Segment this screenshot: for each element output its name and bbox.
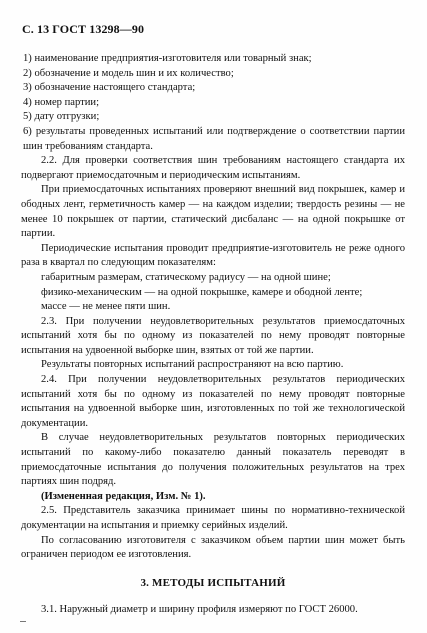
paragraph-physmech: физико-механическим — на одной покрышке, камере и ободной ленте; bbox=[41, 286, 363, 298]
edition-note: (Измененная редакция, Изм. № 1). bbox=[41, 490, 206, 502]
paragraph-repeat-periodic: В случае неудовлетворительных результатов повторных периодических испытаний по какому-либо показателю данный показатель переводят в приемосдаточные испытания до получения положительных результатов на трех партиях шин подряд. bbox=[21, 432, 405, 488]
paragraph-2-2: 2.2. Для проверки соответствия шин требованиям настоящего стандарта их подвергают приемосдаточным и периодическим испытаниям. bbox=[21, 155, 405, 181]
list-item-4: 4) номер партии; bbox=[23, 96, 100, 108]
paragraph-2-4: 2.4. При получении неудовлетворительных результатов периодических испытаний хотя бы по одному из показателей по нему проводят повторные испытания на удвоенной выборке шин, изготовленных по той же технологической документации. bbox=[21, 374, 405, 429]
page-header: С. 13 ГОСТ 13298—90 bbox=[22, 22, 145, 36]
list-item-2: 2) обозначение и модель шин и их количество; bbox=[23, 67, 234, 79]
section-title: 3. МЕТОДЫ ИСПЫТАНИЙ bbox=[140, 576, 286, 589]
scan-mark bbox=[20, 621, 26, 622]
paragraph-mass: массе — не менее пяти шин. bbox=[41, 301, 171, 313]
paragraph-acceptance-tests: При приемосдаточных испытаниях проверяют внешний вид покрышек, камер и ободных лент, герметичность камер — на каждом изделии; твердость резины — не менее 10 покрышек от партии, статический дисбаланс — на одной покрышке от партии. bbox=[21, 184, 405, 240]
paragraph-periodic-tests: Периодические испытания проводит предприятие-изготовитель не реже одного раза в квартал по следующим показателям: bbox=[21, 242, 405, 269]
paragraph-2-5: 2.5. Представитель заказчика принимает шины по нормативно-технической документации на испытания и приемку серийных изделий. bbox=[21, 505, 405, 531]
list-item-3: 3) обозначение настоящего стандарта; bbox=[23, 82, 196, 94]
paragraph-repeat-results: Результаты повторных испытаний распространяют на всю партию. bbox=[41, 359, 344, 371]
list-item-1: 1) наименование предприятия-изготовителя или товарный знак; bbox=[23, 53, 312, 64]
paragraph-dimensions: габаритным размерам, статическому радиусу — на одной шине; bbox=[41, 271, 331, 283]
paragraph-2-3: 2.3. При получении неудовлетворительных результатов приемосдаточных испытаний хотя бы по одному из показателей по нему проводят повторные испытания на удвоенной выборке шин, взятых от той же партии. bbox=[21, 315, 405, 356]
paragraph-3-1: 3.1. Наружный диаметр и ширину профиля измеряют по ГОСТ 26000. bbox=[41, 604, 358, 616]
document-body bbox=[21, 52, 405, 618]
list-item-5: 5) дату отгрузки; bbox=[23, 111, 100, 123]
paragraph-agreement: По согласованию изготовителя с заказчиком объем партии шин может быть ограничен периодом ее изготовления. bbox=[21, 534, 405, 561]
list-item-6: 6) результаты проведенных испытаний или подтверждение о соответствии партии шин требованиям стандарта. bbox=[23, 125, 405, 152]
